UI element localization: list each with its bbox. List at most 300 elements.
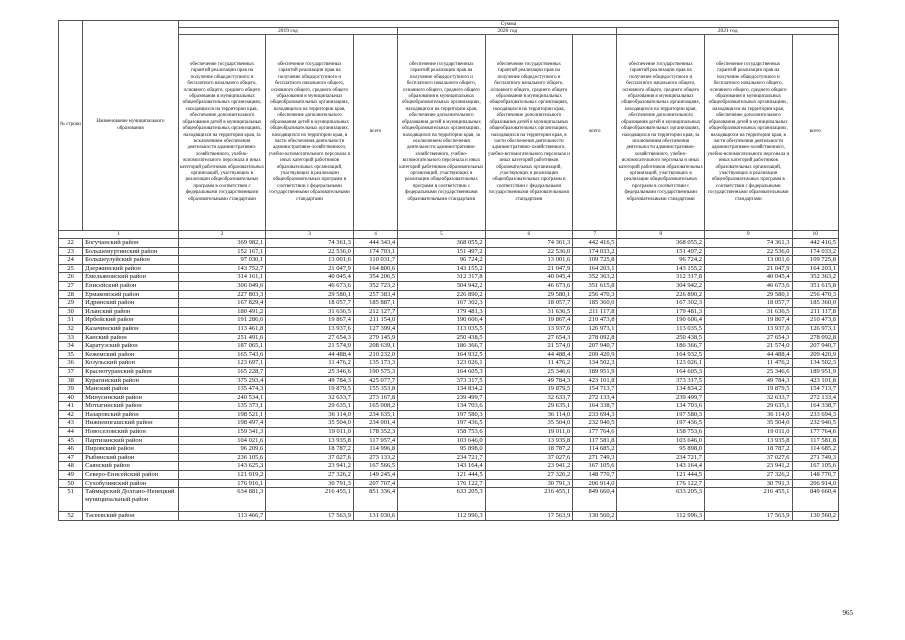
amount-cell: 30 791,3 — [705, 479, 793, 488]
amount-cell: 13 937,6 — [705, 324, 793, 333]
amount-cell: 167 105,6 — [573, 462, 617, 471]
amount-cell: 123 697,1 — [178, 359, 266, 368]
municipality-name: Идринский район — [83, 299, 179, 308]
amount-cell: 226 890,2 — [617, 290, 705, 299]
amount-cell: 21 574,0 — [266, 342, 354, 351]
table-row — [59, 385, 839, 394]
amount-cell: 368 055,2 — [617, 239, 705, 248]
amount-cell: 187 065,1 — [178, 342, 266, 351]
amount-cell: 18 057,7 — [266, 299, 354, 308]
amount-cell: 32 633,7 — [705, 393, 793, 402]
amount-cell: 164 800,6 — [353, 264, 397, 273]
row-number: 26 — [59, 273, 83, 282]
amount-cell: 197 436,5 — [398, 419, 486, 428]
table-row — [59, 316, 839, 325]
amount-cell: 113 461,8 — [178, 324, 266, 333]
amount-cell: 240 534,1 — [178, 393, 266, 402]
amount-cell: 304 942,2 — [617, 281, 705, 290]
table-row — [59, 436, 839, 445]
amount-cell: 117 581,8 — [792, 436, 838, 445]
amount-cell: 167 302,3 — [617, 299, 705, 308]
amount-cell: 113 035,5 — [617, 324, 705, 333]
header-col-b: обеспечение государственных гарантий реализации прав на получение общедоступного и бесплатного начального общего, основного общего, среднего общего образования в муниципальных общеобразовательных организациях, находящихся на территории края, обеспечение дополнительного образования детей в муниципальных общеобразовательных организациях, находящихся на территории края, в части обеспечения деятельности административно-хозяйственного, учебно-вспомогательного персонала и иных категорий работников образовательных организаций, участвующих в реализации общеобразовательных программ в соответствии с федеральными государственными образовательными стандартами — [266, 35, 354, 231]
table-row — [59, 471, 839, 480]
municipality-name: Богучанский район — [83, 239, 179, 248]
amount-cell: 197 436,5 — [617, 419, 705, 428]
table-row — [59, 428, 839, 437]
amount-cell: 444 343,4 — [353, 239, 397, 248]
amount-cell: 279 145,9 — [353, 333, 397, 342]
amount-cell: 49 784,3 — [705, 376, 793, 385]
amount-cell: 256 470,3 — [792, 290, 838, 299]
amount-cell: 179 481,3 — [617, 307, 705, 316]
amount-cell: 18 787,2 — [266, 445, 354, 454]
amount-cell: 158 753,6 — [398, 428, 486, 437]
amount-cell: 110 031,7 — [353, 256, 397, 265]
amount-cell: 164 605,3 — [617, 367, 705, 376]
amount-cell: 40 045,4 — [485, 273, 573, 282]
header-col-total: всего — [573, 35, 617, 231]
amount-cell: 29 635,1 — [485, 402, 573, 411]
amount-cell: 209 420,9 — [573, 350, 617, 359]
table-row — [59, 281, 839, 290]
amount-cell: 126 973,1 — [573, 324, 617, 333]
municipality-name: Таймырский Долгано-Ненецкий муниципальный район — [83, 488, 179, 512]
amount-cell: 19 011,0 — [266, 428, 354, 437]
amount-cell: 32 633,7 — [485, 393, 573, 402]
amount-cell: 633 205,3 — [398, 488, 486, 512]
municipality-name: Иланский район — [83, 307, 179, 316]
amount-cell: 165 743,6 — [178, 350, 266, 359]
column-number: 4 — [353, 231, 397, 239]
amount-cell: 30 791,3 — [485, 479, 573, 488]
amount-cell: 13 937,6 — [485, 324, 573, 333]
amount-cell: 154 713,7 — [573, 385, 617, 394]
table-row — [59, 299, 839, 308]
amount-cell: 36 114,0 — [485, 410, 573, 419]
table-row — [59, 247, 839, 256]
amount-cell: 185 887,1 — [353, 299, 397, 308]
row-number: 50 — [59, 479, 83, 488]
amount-cell: 423 101,8 — [792, 376, 838, 385]
amount-cell: 174 033,2 — [573, 247, 617, 256]
amount-cell: 164 605,3 — [398, 367, 486, 376]
municipality-name: Курагинский район — [83, 376, 179, 385]
amount-cell: 130 560,2 — [573, 512, 617, 521]
amount-cell: 167 302,3 — [398, 299, 486, 308]
amount-cell: 134 703,6 — [617, 402, 705, 411]
amount-cell: 19 879,5 — [485, 385, 573, 394]
amount-cell: 27 654,3 — [485, 333, 573, 342]
amount-cell: 207 707,4 — [353, 479, 397, 488]
amount-cell: 164 338,7 — [792, 402, 838, 411]
amount-cell: 97 030,1 — [178, 256, 266, 265]
amount-cell: 167 566,5 — [353, 462, 397, 471]
amount-cell: 95 898,0 — [398, 445, 486, 454]
amount-cell: 109 725,8 — [792, 256, 838, 265]
amount-cell: 18 057,7 — [485, 299, 573, 308]
amount-cell: 134 703,6 — [398, 402, 486, 411]
row-number: 39 — [59, 385, 83, 394]
amount-cell: 351 615,8 — [792, 281, 838, 290]
amount-cell: 121 444,5 — [398, 471, 486, 480]
municipality-name: Казачинский район — [83, 324, 179, 333]
table-row — [59, 256, 839, 265]
header-col-a: обеспечение государственных гарантий реализации прав на получение общедоступного и бесплатного начального общего, основного общего, среднего общего образования в муниципальных общеобразовательных организациях, находящихся на территории края, обеспечение дополнительного образования детей в муниципальных общеобразовательных организациях, находящихся на территории края, за исключением обеспечения деятельности административно-хозяйственного, учебно-вспомогательного персонала и иных категорий работников образовательных организаций, участвующих в реализации общеобразовательных программ в соответствии с федеральными государственными образовательными стандартами — [178, 35, 266, 231]
row-number: 51 — [59, 488, 83, 512]
amount-cell: 21 047,9 — [705, 264, 793, 273]
amount-cell: 126 973,1 — [792, 324, 838, 333]
amount-cell: 634 881,3 — [178, 488, 266, 512]
column-number: 10 — [792, 231, 838, 239]
amount-cell: 23 941,2 — [705, 462, 793, 471]
row-number: 27 — [59, 281, 83, 290]
amount-cell: 19 011,0 — [485, 428, 573, 437]
amount-cell: 23 941,2 — [485, 462, 573, 471]
column-number: 6 — [485, 231, 573, 239]
amount-cell: 232 940,5 — [792, 419, 838, 428]
amount-cell: 17 563,9 — [266, 512, 354, 521]
table-row — [59, 264, 839, 273]
amount-cell: 176 916,1 — [178, 479, 266, 488]
municipality-name: Дзержинский район — [83, 264, 179, 273]
amount-cell: 210 473,8 — [792, 316, 838, 325]
amount-cell: 37 027,6 — [705, 453, 793, 462]
amount-cell: 31 636,5 — [266, 307, 354, 316]
municipality-name: Назаровский район — [83, 410, 179, 419]
amount-cell: 216 455,1 — [485, 488, 573, 512]
row-number: 33 — [59, 333, 83, 342]
amount-cell: 22 536,0 — [266, 247, 354, 256]
municipality-name: Партизанский район — [83, 436, 179, 445]
amount-cell: 21 047,9 — [485, 264, 573, 273]
amount-cell: 174 033,2 — [792, 247, 838, 256]
amount-cell: 11 476,2 — [705, 359, 793, 368]
amount-cell: 206 914,0 — [573, 479, 617, 488]
amount-cell: 177 764,6 — [792, 428, 838, 437]
amount-cell: 198 497,4 — [178, 419, 266, 428]
municipality-name: Козульский район — [83, 359, 179, 368]
amount-cell: 37 027,6 — [485, 453, 573, 462]
amount-cell: 27 326,2 — [705, 471, 793, 480]
table-row — [59, 453, 839, 462]
amount-cell: 165 228,7 — [178, 367, 266, 376]
municipality-name: Канский район — [83, 333, 179, 342]
amount-cell: 13 001,6 — [705, 256, 793, 265]
header-year-2019: 2019 год — [178, 28, 397, 35]
amount-cell: 134 834,2 — [398, 385, 486, 394]
amount-cell: 211 154,0 — [353, 316, 397, 325]
amount-cell: 216 455,1 — [705, 488, 793, 512]
municipality-name: Большеулуйский район — [83, 256, 179, 265]
amount-cell: 174 703,1 — [353, 247, 397, 256]
amount-cell: 155 353,8 — [353, 385, 397, 394]
amount-cell: 233 694,3 — [792, 410, 838, 419]
amount-cell: 234 721,7 — [398, 453, 486, 462]
amount-cell: 149 245,4 — [353, 471, 397, 480]
amount-cell: 11 476,2 — [266, 359, 354, 368]
amount-cell: 29 580,1 — [485, 290, 573, 299]
amount-cell: 19 867,4 — [485, 316, 573, 325]
row-number: 38 — [59, 376, 83, 385]
header-row-sum — [59, 21, 839, 28]
row-number: 28 — [59, 290, 83, 299]
amount-cell: 151 497,2 — [398, 247, 486, 256]
amount-cell: 131 030,6 — [353, 512, 397, 521]
municipality-name: Мотыгинский район — [83, 402, 179, 411]
row-number: 42 — [59, 410, 83, 419]
amount-cell: 197 580,3 — [398, 410, 486, 419]
amount-cell: 134 502,3 — [792, 359, 838, 368]
amount-cell: 117 957,4 — [353, 436, 397, 445]
amount-cell: 27 326,2 — [266, 471, 354, 480]
table-row — [59, 402, 839, 411]
amount-cell: 114 996,8 — [353, 445, 397, 454]
amount-cell: 74 361,3 — [485, 239, 573, 248]
amount-cell: 278 092,8 — [573, 333, 617, 342]
table-row — [59, 512, 839, 521]
amount-cell: 442 416,5 — [573, 239, 617, 248]
amount-cell: 19 867,4 — [705, 316, 793, 325]
amount-cell: 143 625,3 — [178, 462, 266, 471]
amount-cell: 19 879,5 — [705, 385, 793, 394]
row-number: 41 — [59, 402, 83, 411]
amount-cell: 135 173,3 — [353, 359, 397, 368]
table-row — [59, 359, 839, 368]
amount-cell: 207 940,7 — [573, 342, 617, 351]
amount-cell: 273 133,2 — [353, 453, 397, 462]
header-col-b: обеспечение государственных гарантий реализации прав на получение общедоступного и бесплатного начального общего, основного общего, среднего общего образования в муниципальных общеобразовательных организациях, находящихся на территории края, обеспечение дополнительного образования детей в муниципальных общеобразовательных организациях, находящихся на территории края, в части обеспечения деятельности административно-хозяйственного, учебно-вспомогательного персонала и иных категорий работников образовательных организаций, участвующих в реализации общеобразовательных программ в соответствии с федеральными государственными образовательными стандартами — [485, 35, 573, 231]
column-number: 2 — [178, 231, 266, 239]
amount-cell: 143 155,2 — [617, 264, 705, 273]
amount-cell: 278 092,8 — [792, 333, 838, 342]
amount-cell: 273 167,8 — [353, 393, 397, 402]
amount-cell: 212 127,7 — [353, 307, 397, 316]
table-body — [59, 239, 839, 521]
amount-cell: 257 383,4 — [353, 290, 397, 299]
amount-cell: 425 077,7 — [353, 376, 397, 385]
amount-cell: 96 209,6 — [178, 445, 266, 454]
header-col-a: обеспечение государственных гарантий реализации прав на получение общедоступного и бесплатного начального общего, основного общего, среднего общего образования в муниципальных общеобразовательных организациях, находящихся на территории края, обеспечение дополнительного образования детей в муниципальных общеобразовательных организациях, находящихся на территории края, за исключением обеспечения деятельности административно-хозяйственного, учебно-вспомогательного персонала и иных категорий работников образовательных организаций, участвующих в реализации общеобразовательных программ в соответствии с федеральными государственными образовательными стандартами — [617, 35, 705, 231]
amount-cell: 40 045,4 — [266, 273, 354, 282]
amount-cell: 226 890,2 — [398, 290, 486, 299]
amount-cell: 18 787,2 — [485, 445, 573, 454]
amount-cell: 148 770,7 — [573, 471, 617, 480]
header-col-b: обеспечение государственных гарантий реализации прав на получение общедоступного и бесплатного начального общего, основного общего, среднего общего образования в муниципальных общеобразовательных организациях, находящихся на территории края, обеспечение дополнительного образования детей в муниципальных общеобразовательных организациях, находящихся на территории края, в части обеспечения деятельности административно-хозяйственного, учебно-вспомогательного персонала и иных категорий работников образовательных организаций, участвующих в реализации общеобразовательных программ в соответствии с федеральными государственными образовательными стандартами — [705, 35, 793, 231]
amount-cell: 95 898,0 — [617, 445, 705, 454]
amount-cell: 29 580,1 — [266, 290, 354, 299]
municipality-name: Емельяновский район — [83, 273, 179, 282]
amount-cell: 179 481,3 — [398, 307, 486, 316]
amount-cell: 117 581,8 — [573, 436, 617, 445]
amount-cell: 164 203,1 — [573, 264, 617, 273]
amount-cell: 167 829,4 — [178, 299, 266, 308]
amount-cell: 17 563,9 — [705, 512, 793, 521]
municipality-name: Ирбейский район — [83, 316, 179, 325]
table-row — [59, 410, 839, 419]
table-row — [59, 419, 839, 428]
amount-cell: 176 122,7 — [398, 479, 486, 488]
amount-cell: 21 574,0 — [485, 342, 573, 351]
municipality-name: Краснотуранский район — [83, 367, 179, 376]
amount-cell: 167 105,6 — [792, 462, 838, 471]
amount-cell: 46 673,6 — [485, 281, 573, 290]
row-number: 40 — [59, 393, 83, 402]
header-sum: Сумма — [178, 21, 838, 28]
table-row — [59, 333, 839, 342]
row-number: 32 — [59, 324, 83, 333]
amount-cell: 74 361,3 — [266, 239, 354, 248]
amount-cell: 30 791,3 — [266, 479, 354, 488]
amount-cell: 49 784,3 — [485, 376, 573, 385]
amount-cell: 423 101,8 — [573, 376, 617, 385]
row-number: 36 — [59, 359, 83, 368]
amount-cell: 17 563,9 — [485, 512, 573, 521]
amount-cell: 186 366,7 — [617, 342, 705, 351]
amount-cell: 851 336,4 — [353, 488, 397, 512]
amount-cell: 159 341,3 — [178, 428, 266, 437]
amount-cell: 27 326,2 — [485, 471, 573, 480]
amount-cell: 37 027,6 — [266, 453, 354, 462]
amount-cell: 272 133,4 — [573, 393, 617, 402]
amount-cell: 29 635,1 — [266, 402, 354, 411]
amount-cell: 351 615,8 — [573, 281, 617, 290]
amount-cell: 368 055,2 — [398, 239, 486, 248]
amount-cell: 11 476,2 — [485, 359, 573, 368]
amount-cell: 103 646,0 — [398, 436, 486, 445]
table-row — [59, 307, 839, 316]
amount-cell: 236 105,6 — [178, 453, 266, 462]
amount-cell: 109 725,8 — [573, 256, 617, 265]
header-municipality: Наименование муниципального образования — [83, 21, 179, 231]
amount-cell: 272 133,4 — [792, 393, 838, 402]
amount-cell: 44 488,4 — [485, 350, 573, 359]
amount-cell: 151 497,2 — [617, 247, 705, 256]
amount-cell: 121 919,2 — [178, 471, 266, 480]
municipality-name: Ермаковский район — [83, 290, 179, 299]
row-number: 44 — [59, 428, 83, 437]
row-number: 25 — [59, 264, 83, 273]
amount-cell: 27 654,3 — [266, 333, 354, 342]
amount-cell: 234 635,1 — [353, 410, 397, 419]
row-number: 43 — [59, 419, 83, 428]
municipality-name: Нижнеингашский район — [83, 419, 179, 428]
amount-cell: 442 416,5 — [792, 239, 838, 248]
amount-cell: 46 673,6 — [705, 281, 793, 290]
amount-cell: 180 491,2 — [178, 307, 266, 316]
amount-cell: 234 001,4 — [353, 419, 397, 428]
municipality-name: Кежемский район — [83, 350, 179, 359]
amount-cell: 113 035,5 — [398, 324, 486, 333]
municipality-name: Тасеевский район — [83, 512, 179, 521]
amount-cell: 134 834,2 — [617, 385, 705, 394]
amount-cell: 210 473,8 — [573, 316, 617, 325]
row-number: 49 — [59, 471, 83, 480]
amount-cell: 211 117,8 — [792, 307, 838, 316]
amount-cell: 19 011,0 — [705, 428, 793, 437]
municipality-name: Сухобузимский район — [83, 479, 179, 488]
amount-cell: 314 161,1 — [178, 273, 266, 282]
amount-cell: 250 438,5 — [398, 333, 486, 342]
row-number: 31 — [59, 316, 83, 325]
amount-cell: 633 205,3 — [617, 488, 705, 512]
amount-cell: 369 982,1 — [178, 239, 266, 248]
amount-cell: 13 935,8 — [485, 436, 573, 445]
amount-cell: 208 639,1 — [353, 342, 397, 351]
row-number: 45 — [59, 436, 83, 445]
amount-cell: 112 996,3 — [617, 512, 705, 521]
amount-cell: 185 360,0 — [573, 299, 617, 308]
amount-cell: 239 499,7 — [398, 393, 486, 402]
amount-cell: 186 366,7 — [398, 342, 486, 351]
table-row — [59, 376, 839, 385]
amount-cell: 18 057,7 — [705, 299, 793, 308]
table-row — [59, 445, 839, 454]
amount-cell: 135 373,1 — [178, 402, 266, 411]
amount-cell: 354 206,5 — [353, 273, 397, 282]
subsidy-table — [58, 20, 839, 521]
amount-cell: 35 504,0 — [266, 419, 354, 428]
table-row — [59, 479, 839, 488]
amount-cell: 19 867,4 — [266, 316, 354, 325]
amount-cell: 121 444,5 — [617, 471, 705, 480]
column-number: 9 — [705, 231, 793, 239]
amount-cell: 40 045,4 — [705, 273, 793, 282]
amount-cell: 13 001,6 — [266, 256, 354, 265]
amount-cell: 164 932,5 — [398, 350, 486, 359]
amount-cell: 104 021,6 — [178, 436, 266, 445]
amount-cell: 21 574,0 — [705, 342, 793, 351]
amount-cell: 164 338,7 — [573, 402, 617, 411]
column-number: 5 — [398, 231, 486, 239]
amount-cell: 13 935,8 — [266, 436, 354, 445]
municipality-name: Большемуртинский район — [83, 247, 179, 256]
municipality-name: Новоселовский район — [83, 428, 179, 437]
amount-cell: 13 937,6 — [266, 324, 354, 333]
amount-cell: 189 951,9 — [573, 367, 617, 376]
amount-cell: 134 502,3 — [573, 359, 617, 368]
row-number: 37 — [59, 367, 83, 376]
amount-cell: 312 317,8 — [617, 273, 705, 282]
column-number: 1 — [59, 231, 179, 239]
amount-cell: 143 752,7 — [178, 264, 266, 273]
amount-cell: 352 363,2 — [792, 273, 838, 282]
amount-cell: 18 787,2 — [705, 445, 793, 454]
amount-cell: 114 685,2 — [573, 445, 617, 454]
amount-cell: 210 232,0 — [353, 350, 397, 359]
amount-cell: 306 049,6 — [178, 281, 266, 290]
page-number: 965 — [842, 609, 853, 617]
amount-cell: 114 685,2 — [792, 445, 838, 454]
amount-cell: 256 470,3 — [573, 290, 617, 299]
table-row — [59, 488, 839, 512]
amount-cell: 250 438,5 — [617, 333, 705, 342]
amount-cell: 178 352,3 — [353, 428, 397, 437]
table-row — [59, 393, 839, 402]
amount-cell: 158 753,6 — [617, 428, 705, 437]
amount-cell: 123 026,1 — [617, 359, 705, 368]
amount-cell: 216 455,1 — [266, 488, 354, 512]
amount-cell: 164 203,1 — [792, 264, 838, 273]
amount-cell: 29 635,1 — [705, 402, 793, 411]
row-number: 52 — [59, 512, 83, 521]
header-col-total: всего — [353, 35, 397, 231]
amount-cell: 31 636,5 — [705, 307, 793, 316]
amount-cell: 36 114,0 — [266, 410, 354, 419]
amount-cell: 21 047,9 — [266, 264, 354, 273]
amount-cell: 113 466,7 — [178, 512, 266, 521]
amount-cell: 190 606,4 — [617, 316, 705, 325]
